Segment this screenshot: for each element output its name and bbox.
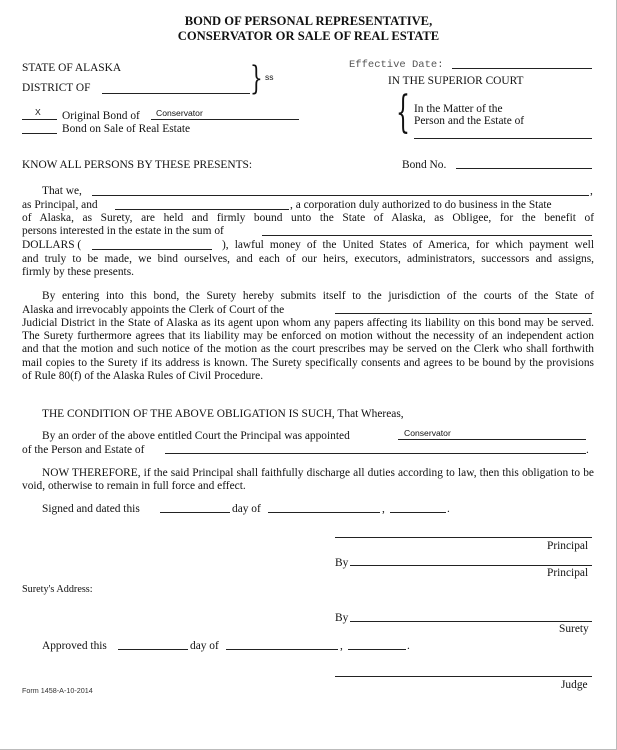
- district-field[interactable]: [102, 93, 250, 94]
- firmly-text: firmly by these presents.: [22, 266, 134, 278]
- signed-year-field[interactable]: [390, 512, 446, 513]
- bond-no-label: Bond No.: [402, 159, 447, 171]
- left-brace: }: [250, 57, 263, 98]
- approved-month-field[interactable]: [226, 649, 338, 650]
- that-we-label: That we,: [42, 185, 82, 197]
- sum-label: persons interested in the estate in the sum of: [22, 225, 224, 237]
- know-all-heading: KNOW ALL PERSONS BY THESE PRESENTS:: [22, 159, 253, 171]
- sale-bond-checkbox[interactable]: [22, 133, 57, 134]
- bond-no-field[interactable]: [456, 168, 592, 169]
- condition-heading: THE CONDITION OF THE ABOVE OBLIGATION IS SUCH, That Whereas,: [42, 408, 404, 420]
- original-bond-label: Original Bond of: [62, 110, 140, 122]
- matter-line-2: Person and the Estate of: [414, 115, 525, 127]
- approved-label: Approved this: [42, 640, 107, 652]
- effective-date-field[interactable]: [452, 68, 592, 69]
- signed-month-field[interactable]: [268, 512, 380, 513]
- principal-signature-line[interactable]: [335, 537, 592, 538]
- state-label: STATE OF ALASKA: [22, 62, 122, 74]
- original-bond-checkbox[interactable]: [22, 119, 57, 120]
- original-bond-field[interactable]: [151, 119, 299, 120]
- approved-day-of-label: day of: [190, 640, 219, 652]
- judge-signature-line[interactable]: [335, 676, 592, 677]
- form-number: Form 1458-A-10-2014: [22, 686, 93, 695]
- sum-words-field[interactable]: [262, 235, 592, 236]
- original-bond-value: Conservator: [156, 108, 203, 118]
- order-text: By an order of the above entitled Court the Principal was appointed: [42, 430, 350, 442]
- approved-period: .: [407, 640, 410, 652]
- signed-period: .: [447, 503, 450, 515]
- now-therefore-paragraph: NOW THEREFORE, if the said Principal shall faithfully discharge all duties according to law, then this obligation to be void, otherwise to remain in full force and effect.: [22, 467, 594, 493]
- surety-signature-line[interactable]: [350, 621, 592, 622]
- matter-line-1: In the Matter of the: [414, 103, 503, 115]
- signed-day-field[interactable]: [160, 512, 230, 513]
- corporation-text: , a corporation duly authorized to do business in the State: [290, 199, 552, 211]
- obligee-line: of Alaska, as Surety, are held and firmly bound unto the State of Alaska, as Obligee, for the benefit of: [22, 212, 594, 224]
- approved-comma: ,: [340, 640, 343, 652]
- district-label: DISTRICT OF: [22, 82, 91, 94]
- approved-day-field[interactable]: [118, 649, 188, 650]
- appointed-as-value: Conservator: [404, 428, 451, 438]
- surety-agent-paragraph: Judicial District in the State of Alaska as its agent upon whom any papers affecting its liability on this bond may be served. The Surety furthermore agrees that its liability may be enforced on motion without the necessity of an independent action and that the motion and such notice of the motion as the court prescribes may be served on the Clerk who shall forthwith mail copies to the Surety if its address is known. The Surety specifically consents and agrees to be bound by the provisions of Rule 80(f) of the Alaska Rules of Civil Procedure.: [22, 317, 594, 382]
- estate-name-field[interactable]: [414, 138, 592, 139]
- approved-year-field[interactable]: [348, 649, 406, 650]
- jurisdiction-line: By entering into this bond, the Surety hereby submits itself to the jurisdiction of the courts of the State of: [42, 290, 594, 302]
- dollars-amount-field[interactable]: [92, 249, 212, 250]
- form-title-line-1: BOND OF PERSONAL REPRESENTATIVE,: [184, 14, 433, 28]
- bind-ourselves-text: and truly to be made, we bind ourselves, and each of our heirs, executors, administrators, successors and assigns,: [22, 253, 594, 265]
- surety-address-label: Surety's Address:: [22, 584, 93, 595]
- signed-day-of-label: day of: [232, 503, 261, 515]
- surety-caption: Surety: [559, 623, 589, 635]
- signed-label: Signed and dated this: [42, 503, 140, 515]
- person-estate-label: of the Person and Estate of: [22, 444, 145, 456]
- judge-caption: Judge: [561, 679, 588, 691]
- ss-mark: ss: [265, 72, 274, 82]
- as-principal-label: as Principal, and: [22, 199, 98, 211]
- principal-by-label: By: [335, 557, 349, 569]
- court-label: IN THE SUPERIOR COURT: [388, 75, 524, 87]
- signed-comma: ,: [382, 503, 385, 515]
- that-we-comma: ,: [590, 185, 593, 197]
- clerk-appoint-line: Alaska and irrevocably appoints the Clerk of Court of the: [22, 304, 285, 316]
- lawful-money-text: ), lawful money of the United States of America, for which payment well: [222, 239, 594, 251]
- dollars-label: DOLLARS (: [22, 239, 82, 251]
- surety-by-label: By: [335, 612, 349, 624]
- matter-brace: {: [396, 89, 410, 139]
- person-estate-field[interactable]: [165, 453, 586, 454]
- surety-name-field[interactable]: [115, 209, 289, 210]
- principal-name-field[interactable]: [92, 195, 589, 196]
- sale-bond-label: Bond on Sale of Real Estate: [62, 123, 191, 135]
- appointed-as-field[interactable]: [398, 439, 586, 440]
- principal-caption-2: Principal: [547, 567, 589, 579]
- effective-date-label: Effective Date:: [349, 59, 444, 71]
- form-title-line-2: CONSERVATOR OR SALE OF REAL ESTATE: [177, 29, 440, 43]
- order-period: .: [586, 444, 589, 456]
- judicial-district-field[interactable]: [335, 313, 592, 314]
- original-bond-checkmark: X: [35, 107, 41, 117]
- principal-by-signature-line[interactable]: [350, 565, 592, 566]
- principal-caption: Principal: [547, 540, 589, 552]
